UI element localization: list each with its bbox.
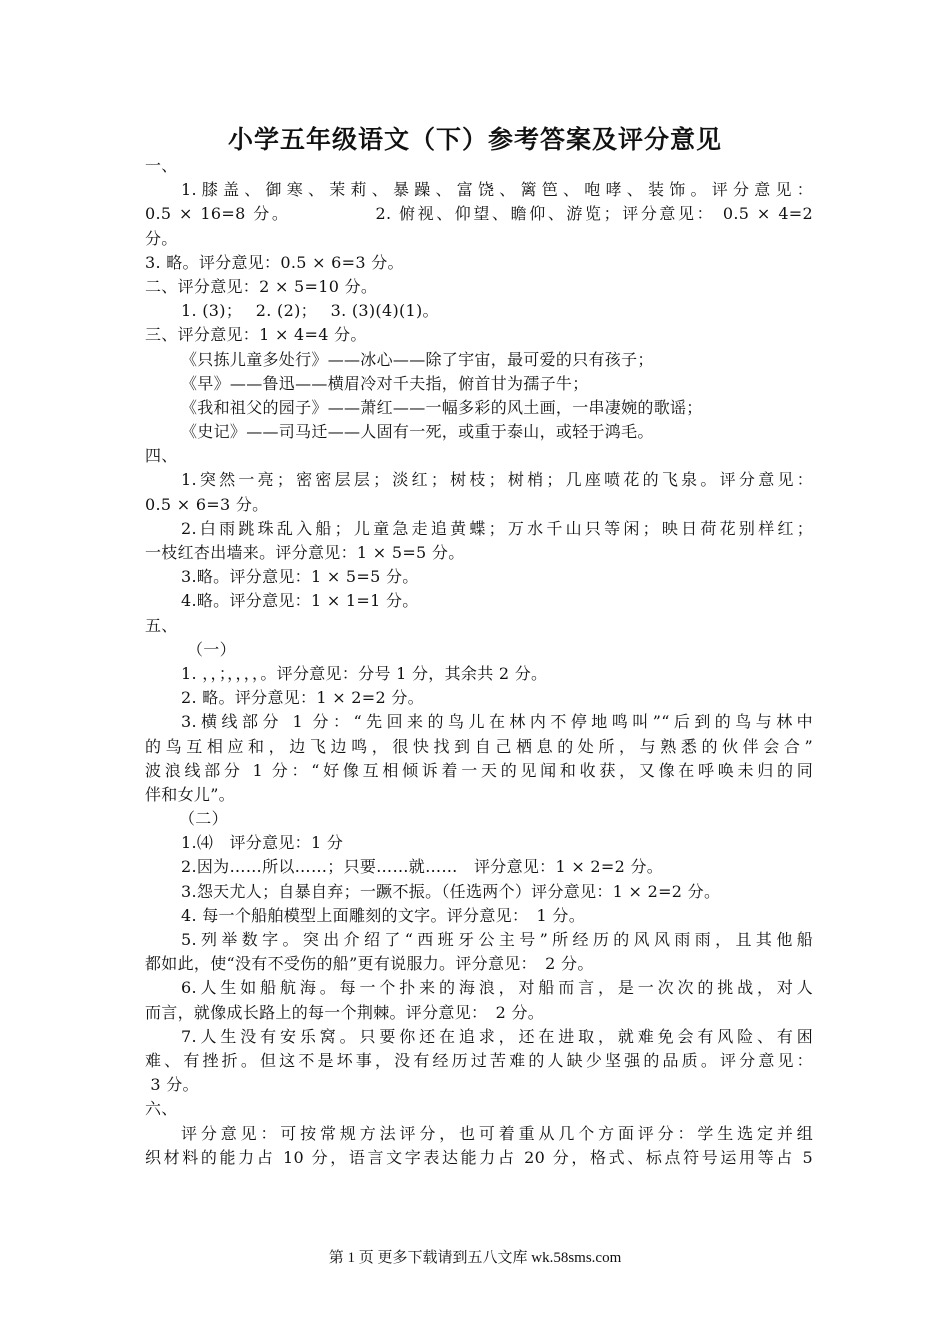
text-line: 3.横线部分 1 分：“先回来的鸟儿在林内不停地鸣叫”“后到的鸟与林中	[181, 712, 813, 732]
text-line: 《我和祖父的园子》——萧红——一幅多彩的风土画，一串凄婉的歌谣；	[181, 397, 703, 417]
text-line: 一枝红杏出墙来。评分意见：1 × 5=5 分。	[145, 543, 465, 562]
section-heading: 六、	[145, 1099, 178, 1119]
text-line: 3. 略。评分意见：0.5 × 6=3 分。	[145, 252, 404, 272]
section-heading: 二、评分意见：2 × 5=10 分。	[145, 276, 378, 296]
section-heading: 五、	[145, 615, 178, 635]
answer-body	[145, 154, 813, 1170]
section-heading: 三、评分意见：1 × 4=4 分。	[145, 325, 367, 345]
text-line: 评分意见：可按常规方法评分，也可着重从几个方面评分：学生选定并组	[181, 1123, 813, 1143]
text-line: 3.略。评分意见：1 × 5=5 分。	[181, 567, 419, 587]
text-line: 2. 略。评分意见：1 × 2=2 分。	[181, 688, 424, 708]
page-title: 小学五年级语文（下）参考答案及评分意见	[227, 125, 722, 154]
text-line: 分。	[145, 228, 178, 248]
text-line: 2.白雨跳珠乱入船；儿童急走追黄蝶；万水千山只等闲；映日荷花别样红；	[181, 518, 813, 538]
text-line: 《早》——鲁迅——横眉冷对千夫指，俯首甘为孺子牛；	[181, 373, 589, 393]
subsection-heading: （二）	[179, 809, 228, 829]
text-line: 织材料的能力占 10 分，语言文字表达能力占 20 分，格式、标点符号运用等占 5	[145, 1147, 813, 1167]
text-line: 的鸟互相应和，边飞边鸣，很快找到自己栖息的处所，与熟悉的伙伴会合”	[145, 736, 813, 756]
text-line: 都如此，使“没有不受伤的船”更有说服力。评分意见： 2 分。	[145, 954, 594, 974]
text-line: 1. (3)； 2. (2)； 3. (3)(4)(1)。	[181, 301, 439, 321]
text-line: 4.略。评分意见：1 × 1=1 分。	[181, 591, 419, 611]
text-line: 3.怨天尤人；自暴自弃；一蹶不振。（任选两个）评分意见：1 × 2=2 分。	[181, 881, 721, 901]
text-line: 2.因为……所以……；只要……就…… 评分意见：1 × 2=2 分。	[181, 857, 664, 877]
page-footer: 第 1 页 更多下载请到五八文库 wk.58sms.com	[328, 1250, 622, 1266]
text-line: 伴和女儿”。	[145, 784, 235, 804]
text-line: 而言，就像成长路上的每一个荆棘。评分意见： 2 分。	[145, 1002, 545, 1022]
text-line: 《只拣儿童多处行》——冰心——除了宇宙，最可爱的只有孩子；	[181, 349, 654, 369]
text-line: 波浪线部分 1 分：“好像互相倾诉着一天的见闻和收获，又像在呼唤未归的同	[145, 760, 813, 780]
text-line: 《史记》——司马迁——人固有一死，或重于泰山，或轻于鸿毛。	[181, 422, 654, 442]
text-line: 难、有挫折。但这不是坏事，没有经历过苦难的人缺少坚强的品质。评分意见：	[145, 1050, 813, 1070]
section-heading: 四、	[145, 446, 178, 466]
text-line: 1.膝盖、御寒、茉莉、暴躁、富饶、篱笆、咆哮、装饰。评分意见：	[181, 180, 813, 200]
text-line: 0.5 × 6=3 分。	[145, 494, 269, 514]
text-line: 1.突然一亮；密密层层；淡红；树枝；树梢；几座喷花的飞泉。评分意见：	[181, 470, 813, 490]
text-line: 0.5 × 16=8 分。 2. 俯视、仰望、瞻仰、游览；评分意见： 0.5 × 4=2	[145, 204, 813, 224]
section-heading: 一、	[145, 156, 178, 175]
text-line: 1.⑷ 评分意见：1 分	[181, 833, 344, 853]
text-line: 6.人生如船航海。每一个扑来的海浪，对船而言，是一次次的挑战，对人	[181, 978, 813, 998]
text-line: 4. 每一个船舶模型上面雕刻的文字。评分意见： 1 分。	[181, 905, 586, 925]
text-line: 7.人生没有安乐窝。只要你还在追求，还在进取，就难免会有风险、有困	[181, 1026, 813, 1046]
subsection-heading: （一）	[187, 639, 236, 659]
text-line: 1. ，，；，，，，。评分意见：分号 1 分，其余共 2 分。	[181, 663, 548, 683]
text-line: 5.列举数字。突出介绍了“西班牙公主号”所经历的风风雨雨，且其他船	[181, 930, 813, 949]
text-line: 3 分。	[145, 1075, 199, 1095]
